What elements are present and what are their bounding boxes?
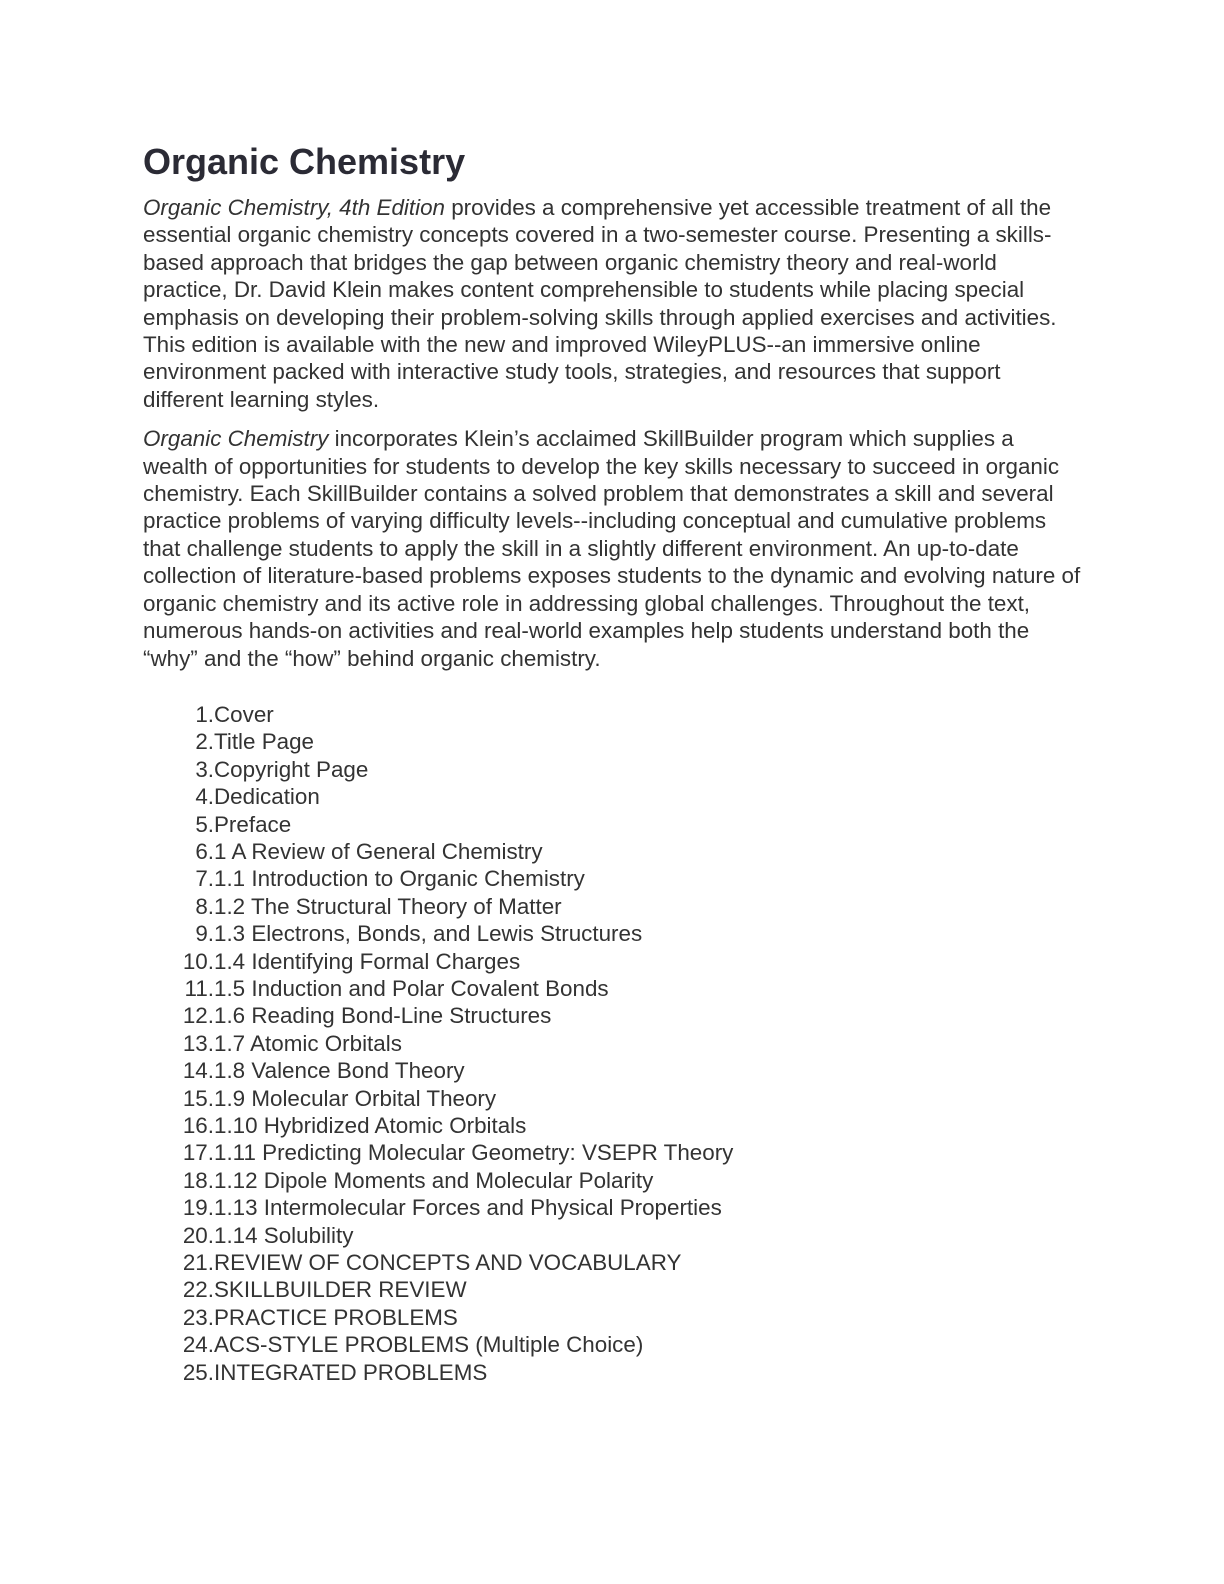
- toc-item-text: 1.7 Atomic Orbitals: [214, 1030, 402, 1056]
- toc-item-number: 21.: [182, 1250, 214, 1276]
- toc-item-number: 6.: [195, 838, 214, 864]
- toc-item-number: 22.: [182, 1277, 214, 1303]
- toc-item-text: ACS-STYLE PROBLEMS (Multiple Choice): [214, 1332, 644, 1358]
- toc-item: [143, 865, 1083, 892]
- toc-item: [143, 701, 1083, 728]
- toc-item-text: Copyright Page: [214, 756, 369, 782]
- toc-item: [143, 811, 1083, 838]
- toc-item: [143, 783, 1083, 810]
- toc-item-text: Title Page: [214, 729, 314, 755]
- toc-item: [143, 1139, 1083, 1166]
- toc-item-number: 8.: [195, 893, 214, 919]
- toc-item-text: PRACTICE PROBLEMS: [214, 1304, 458, 1330]
- skillbuilder-paragraph-text: incorporates Klein’s acclaimed SkillBuilder program which supplies a wealth of opportunities for students to develop the key skills necessary to succeed in organic chemistry. Each SkillBuilder contains a solved problem that demonstrates a skill and several practice problems of varying difficulty levels--including conceptual and cumulative problems that challenge students to apply the skill in a slightly different environment. An up-to-date collection of literature-based problems exposes students to the dynamic and evolving nature of organic chemistry and its active role in addressing global challenges. Throughout the text, numerous hands-on activities and real-world examples help students understand both the “why” and the “how” behind organic chemistry.: [143, 426, 1081, 671]
- toc-item-text: INTEGRATED PROBLEMS: [214, 1359, 488, 1385]
- intro-paragraph: [143, 194, 1083, 413]
- toc-item-number: 17.: [182, 1140, 214, 1166]
- toc-item-number: 18.: [182, 1167, 214, 1193]
- toc-item: [143, 1002, 1083, 1029]
- toc-item-text: 1.2 The Structural Theory of Matter: [214, 893, 562, 919]
- toc-item: [143, 1359, 1083, 1386]
- toc-item: [143, 1249, 1083, 1276]
- toc-item: [143, 838, 1083, 865]
- toc-item: [143, 948, 1083, 975]
- toc-item-text: 1.13 Intermolecular Forces and Physical Properties: [214, 1195, 722, 1221]
- toc-item-text: 1.3 Electrons, Bonds, and Lewis Structures: [214, 921, 643, 947]
- toc-item-number: 1.: [195, 701, 214, 727]
- toc-item: [143, 756, 1083, 783]
- toc-item-text: 1.9 Molecular Orbital Theory: [214, 1085, 497, 1111]
- toc-item: [143, 1030, 1083, 1057]
- toc-item-number: 20.: [182, 1222, 214, 1248]
- toc-item-number: 13.: [182, 1030, 214, 1056]
- toc-item: [143, 1194, 1083, 1221]
- toc-item-text: 1.14 Solubility: [214, 1222, 354, 1248]
- toc-item-number: 4.: [195, 784, 214, 810]
- toc-item-text: 1.1 Introduction to Organic Chemistry: [214, 866, 585, 892]
- toc-item: [143, 893, 1083, 920]
- toc-item: [143, 1304, 1083, 1331]
- toc-item-text: 1.5 Induction and Polar Covalent Bonds: [214, 975, 609, 1001]
- toc-item-text: 1.4 Identifying Formal Charges: [214, 948, 521, 974]
- toc-item-number: 14.: [182, 1058, 214, 1084]
- toc-item-number: 7.: [195, 866, 214, 892]
- toc-item: [143, 1085, 1083, 1112]
- toc-item-text: 1.8 Valence Bond Theory: [214, 1058, 465, 1084]
- toc-item-number: 5.: [195, 811, 214, 837]
- toc-item: [143, 1057, 1083, 1084]
- toc-item: [143, 1331, 1083, 1358]
- toc-item-text: REVIEW OF CONCEPTS AND VOCABULARY: [214, 1250, 682, 1276]
- toc-item-text: 1.11 Predicting Molecular Geometry: VSEPR Theory: [214, 1140, 734, 1166]
- toc-item-number: 12.: [182, 1003, 214, 1029]
- toc-item: [143, 728, 1083, 755]
- toc-item-number: 2.: [195, 729, 214, 755]
- document-page: [143, 140, 1083, 1386]
- toc-item: [143, 1167, 1083, 1194]
- toc-item-text: Preface: [214, 811, 292, 837]
- toc-item: [143, 1112, 1083, 1139]
- table-of-contents: [143, 701, 1083, 1386]
- toc-item: [143, 1276, 1083, 1303]
- toc-item-number: 23.: [182, 1304, 214, 1330]
- book-title-italic: Organic Chemistry: [143, 426, 329, 452]
- toc-item-number: 16.: [182, 1113, 214, 1138]
- toc-item-text: Dedication: [214, 784, 320, 810]
- toc-item: [143, 920, 1083, 947]
- toc-item: [143, 1222, 1083, 1249]
- toc-item-text: 1 A Review of General Chemistry: [214, 838, 543, 864]
- toc-item-number: 9.: [195, 921, 214, 947]
- toc-item-number: 15.: [182, 1085, 214, 1111]
- toc-item-number: 10.: [182, 948, 214, 974]
- toc-item-number: 24.: [182, 1332, 214, 1358]
- intro-paragraph-text: provides a comprehensive yet accessible treatment of all the essential organic chemistry concepts covered in a two-semester course. Presenting a skills-based approach that bridges the gap between organic chemistry theory and real-world practice, Dr. David Klein makes content comprehensible to students while placing special emphasis on developing their problem-solving skills through applied exercises and activities. This edition is available with the new and improved WileyPLUS--an immersive online environment packed with interactive study tools, strategies, and resources that support different learning styles.: [143, 195, 1057, 412]
- toc-item-text: 1.6 Reading Bond-Line Structures: [214, 1003, 552, 1029]
- book-title-italic: Organic Chemistry, 4th Edition: [143, 195, 445, 220]
- toc-item: [143, 975, 1083, 1002]
- toc-item-text: 1.12 Dipole Moments and Molecular Polarity: [214, 1167, 654, 1193]
- toc-item-text: SKILLBUILDER REVIEW: [214, 1277, 467, 1303]
- toc-item-text: Cover: [214, 701, 274, 727]
- skillbuilder-paragraph: [143, 425, 1083, 672]
- toc-item-text: 1.10 Hybridized Atomic Orbitals: [214, 1113, 527, 1138]
- toc-item-number: 25.: [182, 1359, 214, 1385]
- page-title: Organic Chemistry: [143, 141, 466, 182]
- toc-item-number: 11.: [184, 975, 214, 1001]
- toc-item-number: 3.: [195, 756, 214, 782]
- toc-item-number: 19.: [182, 1195, 214, 1221]
